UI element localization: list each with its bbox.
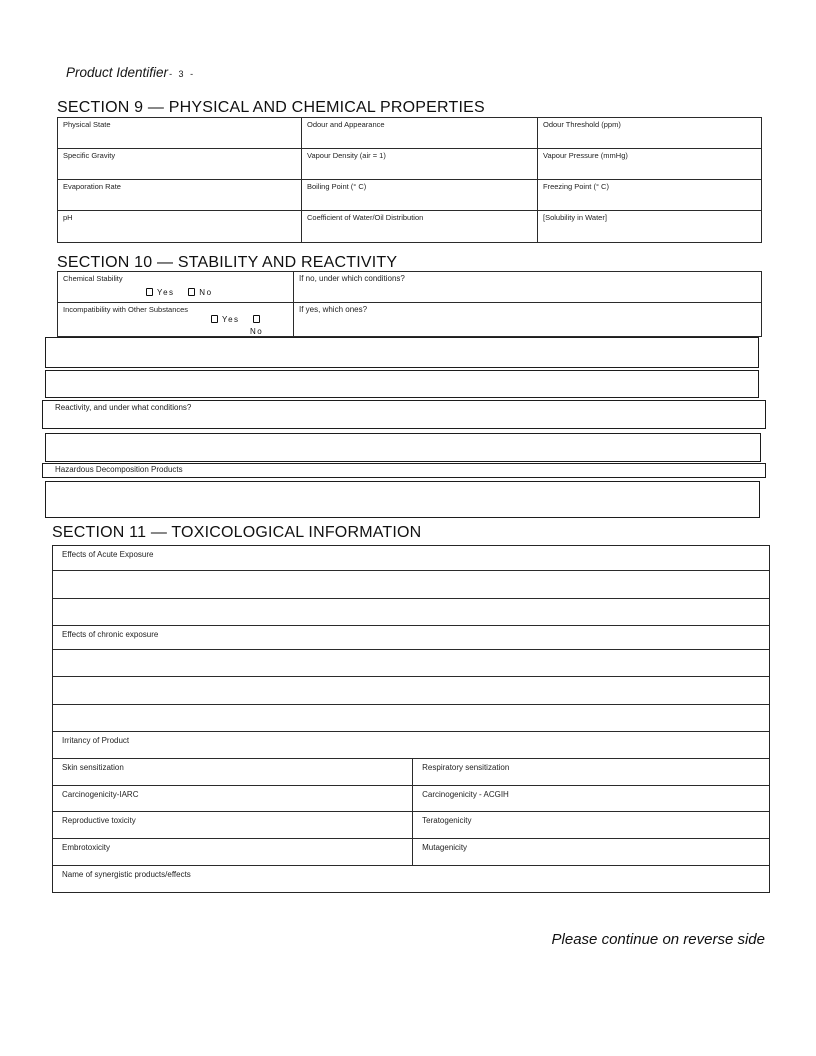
page-number: - 3 -: [169, 69, 196, 79]
field-boiling-point[interactable]: [302, 180, 538, 211]
field-teratogenicity[interactable]: [413, 812, 769, 838]
no-checkbox[interactable]: [253, 315, 260, 323]
row-sensitization: [53, 759, 769, 786]
field-solubility-water[interactable]: [538, 211, 761, 242]
no-label: No: [199, 288, 213, 297]
row-writein[interactable]: [53, 650, 769, 677]
field-label: Teratogenicity: [422, 816, 472, 826]
section-9-title: SECTION 9 — PHYSICAL AND CHEMICAL PROPERTIES: [57, 99, 485, 116]
row-writein[interactable]: [53, 599, 769, 626]
hazardous-decomposition-writein-box[interactable]: [45, 481, 760, 518]
field-label: Specific Gravity: [63, 151, 116, 160]
field-label: Incompatibility with Other Substances: [63, 305, 189, 314]
field-label: If yes, which ones?: [299, 305, 368, 314]
section-9-table: [57, 117, 762, 243]
reactivity-label-box[interactable]: [42, 400, 766, 429]
field-label: pH: [63, 213, 73, 222]
field-label: Odour and Appearance: [307, 120, 385, 129]
yes-checkbox[interactable]: [211, 315, 218, 323]
field-label: Embrotoxicity: [62, 843, 111, 853]
no-checkbox[interactable]: [188, 288, 195, 296]
yes-label: Yes: [157, 288, 175, 297]
no-label-wrapped: [250, 327, 263, 336]
field-incompatibility[interactable]: [58, 303, 294, 338]
stability-writein-box-1[interactable]: [45, 337, 759, 368]
row-effects-acute-exposure[interactable]: [53, 546, 769, 571]
field-label: Skin sensitization: [62, 762, 124, 772]
row-carcinogenicity: [53, 786, 769, 813]
field-embrotoxicity[interactable]: [53, 839, 413, 865]
section-11-title: SECTION 11 — TOXICOLOGICAL INFORMATION: [52, 524, 422, 541]
field-skin-sensitization[interactable]: [53, 759, 413, 785]
field-label: Reproductive toxicity: [62, 816, 136, 826]
field-label: [Solubility in Water]: [543, 213, 607, 222]
row-irritancy-of-product[interactable]: [53, 732, 769, 759]
field-label: Physical State: [63, 120, 111, 129]
field-label: Effects of Acute Exposure: [62, 550, 154, 559]
row-writein[interactable]: [53, 571, 769, 599]
row-effects-chronic-exposure[interactable]: [53, 626, 769, 651]
field-odour-threshold[interactable]: [538, 118, 761, 149]
field-physical-state[interactable]: [58, 118, 302, 149]
section-10-title: SECTION 10 — STABILITY AND REACTIVITY: [57, 254, 398, 271]
row-embrotoxicity-mutagenicity: [53, 839, 769, 866]
field-label: Odour Threshold (ppm): [543, 120, 621, 129]
no-label: No: [250, 327, 264, 336]
field-chemical-stability[interactable]: [58, 272, 294, 303]
continue-reverse-note: Please continue on reverse side: [551, 931, 765, 948]
row-synergistic-products[interactable]: [53, 866, 769, 892]
chemical-stability-choices: [146, 288, 213, 297]
field-mutagenicity[interactable]: [413, 839, 769, 865]
hazardous-decomposition-label-box[interactable]: [42, 463, 766, 478]
field-respiratory-sensitization[interactable]: [413, 759, 769, 785]
field-label: Irritancy of Product: [62, 735, 130, 745]
field-specific-gravity[interactable]: [58, 149, 302, 180]
field-if-yes-which[interactable]: [294, 303, 761, 338]
field-freezing-point[interactable]: [538, 180, 761, 211]
section-10-table: [57, 271, 762, 337]
field-label: Carcinogenicity-IARC: [62, 789, 139, 799]
field-label: Coefficient of Water/Oil Distribution: [307, 213, 424, 222]
hazardous-decomposition-label: Hazardous Decomposition Products: [55, 465, 183, 474]
section-11-table: [52, 545, 770, 893]
row-writein[interactable]: [53, 677, 769, 705]
yes-checkbox[interactable]: [146, 288, 153, 296]
field-evaporation-rate[interactable]: [58, 180, 302, 211]
field-label: Chemical Stability: [63, 274, 123, 283]
field-label: Vapour Pressure (mmHg): [543, 151, 628, 160]
page-header: [66, 64, 195, 82]
field-label: Evaporation Rate: [63, 182, 121, 191]
field-odour-appearance[interactable]: [302, 118, 538, 149]
field-label: Mutagenicity: [422, 843, 468, 853]
field-label: Respiratory sensitization: [422, 762, 510, 772]
row-writein[interactable]: [53, 705, 769, 732]
field-label: Effects of chronic exposure: [62, 629, 159, 639]
field-label: Freezing Point (° C): [543, 182, 609, 191]
field-vapour-density[interactable]: [302, 149, 538, 180]
incompatibility-choices: [211, 315, 264, 324]
field-if-no-conditions[interactable]: [294, 272, 761, 303]
field-vapour-pressure[interactable]: [538, 149, 761, 180]
yes-label: Yes: [222, 315, 240, 324]
field-carcinogenicity-acgih[interactable]: [413, 786, 769, 812]
field-label: Name of synergistic products/effects: [62, 870, 191, 880]
reactivity-label: Reactivity, and under what conditions?: [55, 403, 192, 412]
field-label: Carcinogenicity - ACGIH: [422, 789, 509, 799]
field-reproductive-toxicity[interactable]: [53, 812, 413, 838]
field-water-oil-coefficient[interactable]: [302, 211, 538, 242]
field-ph[interactable]: [58, 211, 302, 242]
field-label: Vapour Density (air = 1): [307, 151, 386, 160]
stability-writein-box-2[interactable]: [45, 370, 759, 398]
product-identifier-label: Product Identifier: [66, 65, 169, 80]
field-label: If no, under which conditions?: [299, 274, 405, 283]
row-reproductive-teratogenicity: [53, 812, 769, 839]
reactivity-writein-box[interactable]: [45, 433, 761, 462]
field-carcinogenicity-iarc[interactable]: [53, 786, 413, 812]
field-label: Boiling Point (° C): [307, 182, 367, 191]
